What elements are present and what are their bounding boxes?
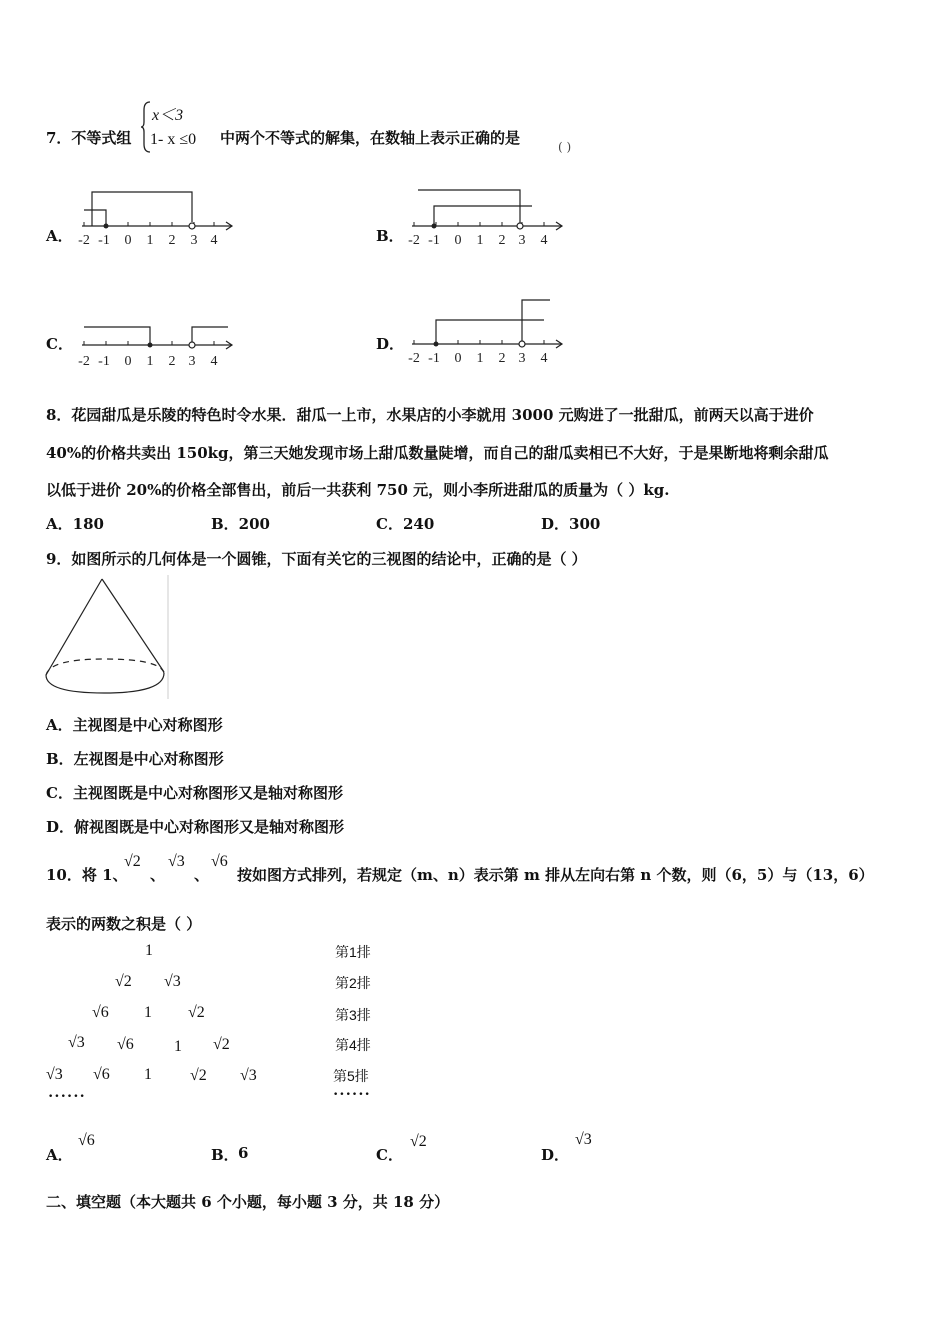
q10-option-c-label: C． [376,1146,403,1164]
q7-inequality-2: 1- x ≤0 [150,131,197,148]
q10-option-b-value: 6 [238,1144,249,1162]
q8-option-c: C．240 [376,515,435,533]
tick-label: 3 [188,354,196,369]
triangle-cell: √2 [188,1004,205,1021]
tick-label: -2 [408,351,420,366]
q7-option-d-number-line [404,290,574,370]
q7-option-a-number-line [74,180,244,255]
q10-option-d-value: √3 [575,1131,592,1148]
triangle-cell: √3 [46,1066,63,1083]
triangle-cell: √3 [68,1034,85,1051]
triangle-cell: 1 [144,1066,152,1083]
tick-label: 0 [124,354,132,369]
tick-label: 2 [498,233,506,248]
tick-label: 1 [146,233,154,248]
q10-option-d-label: D． [541,1146,570,1164]
tick-label: 1 [146,354,154,369]
q10-number-sqrt3: √3 [168,853,185,870]
tick-label: 1 [476,233,484,248]
triangle-cell: √6 [117,1036,134,1053]
tick-label: 3 [190,233,198,248]
tick-label: -2 [78,233,90,248]
tick-label: 4 [540,351,548,366]
q7-option-b-label: B． [376,227,404,245]
continuation-dots: •••••• [48,1092,86,1102]
q10-number-sqrt2: √2 [124,853,141,870]
tick-label: -1 [428,233,440,248]
q10-option-a-value: √6 [78,1132,95,1149]
q8-line-2: 40%的价格共卖出 150kg，第三天她发现市场上甜瓜数量陡增，而自己的甜瓜卖相已不大好，于是果断地将剩余甜瓜 [46,444,829,462]
q7-inequality-1: x＜3 [152,107,184,124]
q7-answer-paren: ( ) [558,140,572,154]
q9-option-b: B．左视图是中心对称图形 [46,750,224,768]
tick-label: -2 [78,354,90,369]
q7-suffix: 中两个不等式的解集，在数轴上表示正确的是 [220,129,521,147]
row-label: 第1排 [335,944,371,960]
q9-stem: 9．如图所示的几何体是一个圆锥，下面有关它的三视图的结论中，正确的是（ ） [46,550,587,568]
triangle-cell: √2 [213,1036,230,1053]
q7-option-a-label: A． [46,227,73,245]
row-label: 第4排 [335,1037,371,1053]
tick-label: 0 [454,233,462,248]
q9-option-c: C．主视图既是中心对称图形又是轴对称图形 [46,784,343,802]
q10-separator: 、 [194,866,210,884]
q8-option-b: B．200 [211,515,270,533]
triangle-cell: 1 [145,942,153,959]
q7-prefix: 7．不等式组 [46,129,132,147]
tick-label: 4 [210,354,218,369]
triangle-cell: 1 [174,1038,182,1055]
continuation-dots: •••••• [333,1090,371,1100]
tick-label: -1 [98,354,110,369]
q10-suffix: 按如图方式排列，若规定（m、n）表示第 m 排从左向右第 n 个数，则（6，5）与（13，6） [237,866,874,884]
tick-label: 0 [124,233,132,248]
q10-separator: 、 [150,866,166,884]
q10-line-2: 表示的两数之积是（ ） [46,915,202,933]
tick-label: 4 [210,233,218,248]
row-label: 第3排 [335,1007,371,1023]
q9-option-d: D．俯视图既是中心对称图形又是轴对称图形 [46,818,345,836]
tick-label: 3 [518,233,526,248]
q10-prefix: 10．将 1、 [46,866,128,884]
tick-label: 2 [498,351,506,366]
triangle-cell: √3 [164,973,181,990]
q7-option-c-number-line [74,315,244,370]
q7-option-b-number-line [404,180,574,255]
q10-option-b-label: B． [211,1146,239,1164]
tick-label: -1 [98,233,110,248]
tick-label: -1 [428,351,440,366]
triangle-cell: √6 [93,1066,110,1083]
triangle-cell: √2 [115,973,132,990]
triangle-cell: 1 [144,1004,152,1021]
section-2-title: 二、填空题（本大题共 6 个小题，每小题 3 分，共 18 分） [46,1193,450,1211]
triangle-cell: √3 [240,1067,257,1084]
q10-number-sqrt6: √6 [211,853,228,870]
q8-option-d: D．300 [541,515,601,533]
cone-figure [42,575,172,700]
row-label: 第2排 [335,975,371,991]
tick-label: 4 [540,233,548,248]
q8-line-1: 8．花园甜瓜是乐陵的特色时令水果．甜瓜一上市，水果店的小李就用 3000 元购进了一批甜瓜，前两天以高于进价 [46,406,814,424]
q7-option-d-label: D． [376,335,405,353]
tick-label: 2 [168,354,176,369]
q9-option-a: A．主视图是中心对称图形 [46,716,223,734]
triangle-cell: √2 [190,1067,207,1084]
q10-option-a-label: A． [46,1146,73,1164]
tick-label: -2 [408,233,420,248]
q7-option-c-label: C． [46,335,73,353]
q8-line-3: 以低于进价 20%的价格全部售出，前后一共获利 750 元，则小李所进甜瓜的质量为（ ）kg. [46,481,670,499]
q10-option-c-value: √2 [410,1133,427,1150]
tick-label: 1 [476,351,484,366]
tick-label: 3 [518,351,526,366]
row-label: 第5排 [333,1068,369,1084]
tick-label: 0 [454,351,462,366]
q8-option-a: A．180 [46,515,104,533]
tick-label: 2 [168,233,176,248]
triangle-cell: √6 [92,1004,109,1021]
